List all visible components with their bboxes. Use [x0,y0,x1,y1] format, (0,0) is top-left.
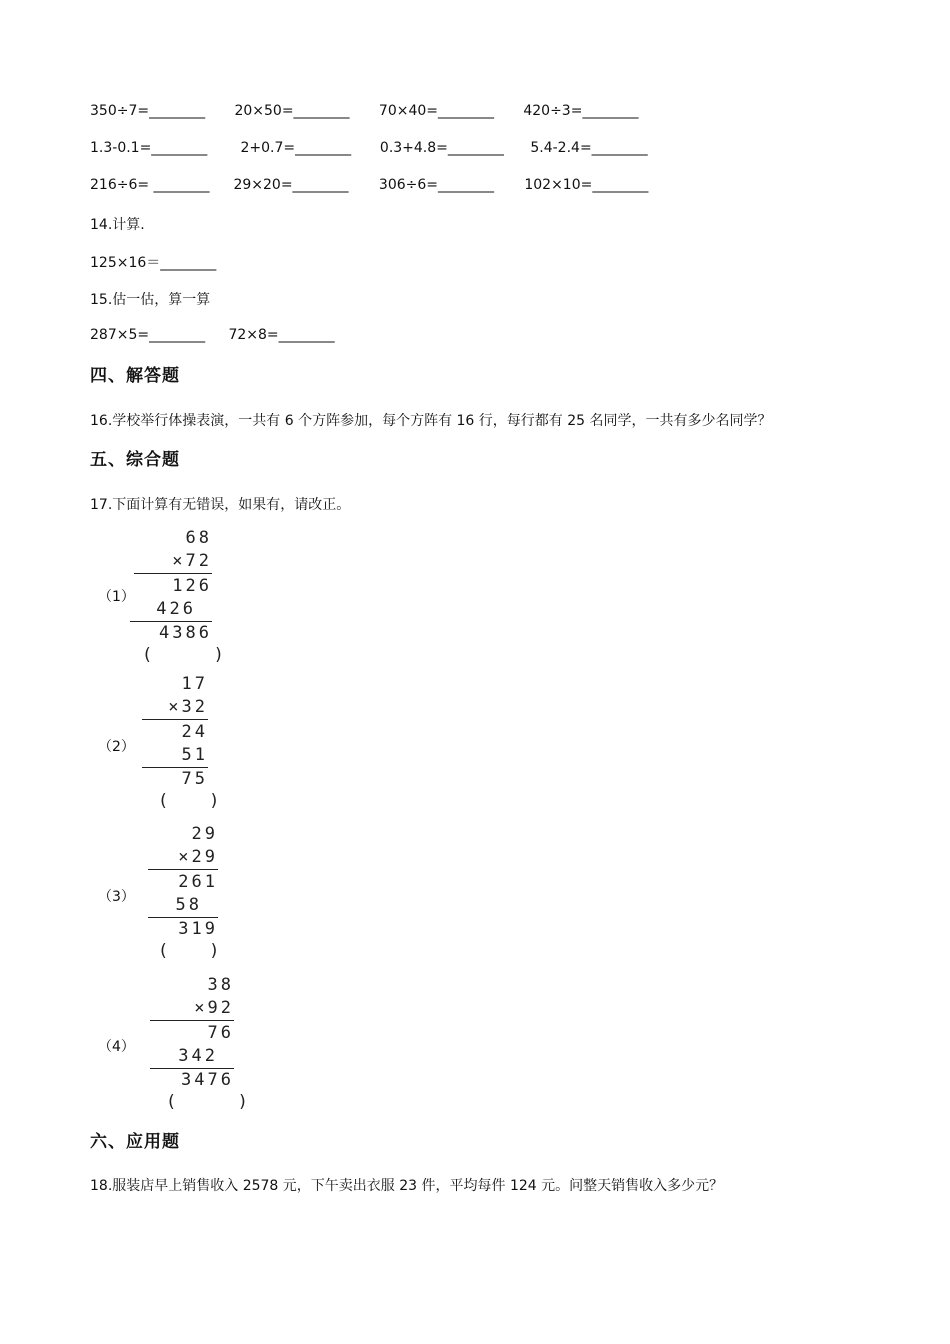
oral-item: 306÷6=________ [378,177,494,193]
calc-2-multiplier: ×32 [168,697,208,717]
q14-title: 14.计算. [90,217,145,233]
oral-item: 0.3+4.8=________ [379,140,504,156]
q15-items [90,327,335,343]
q15-title: 15.估一估，算一算 [90,292,211,308]
calc-1-line-1 [134,573,212,574]
calc-3-line-2 [148,917,218,918]
oral-item: 1.3-0.1=________ [90,140,208,156]
calc-3-partial-1: 261 [178,872,218,892]
section-6-heading: 六、应用题 [90,1132,180,1152]
oral-item: 5.4-2.4=________ [530,140,648,156]
calc-3 [146,824,218,964]
oral-item: 102×10=________ [524,177,649,193]
calc-2-answer-paren: ( ) [158,791,220,811]
oral-item: 216÷6= ________ [90,177,210,193]
calc-4-partial-1: 76 [207,1023,234,1043]
calc-1 [128,528,224,668]
calc-4-answer-paren: ( ) [166,1092,248,1112]
calc-3-line-1 [148,869,218,870]
q15-item: 287×5=________ [90,327,206,343]
q14-expr: 125×16＝________ [90,255,217,271]
oral-item: 350÷7=________ [90,103,206,119]
oral-item: 2+0.7=________ [240,140,352,156]
calc-4-partial-2: 342 [178,1046,218,1066]
calc-2 [140,674,220,814]
oral-item: 420÷3=________ [523,103,639,119]
section-4-heading: 四、解答题 [90,366,180,386]
calc-1-multiplicand: 68 [185,528,212,548]
oral-item: 70×40=________ [378,103,494,119]
calc-2-line-2 [142,767,208,768]
calc-2-line-1 [142,719,208,720]
oral-row-2 [90,140,648,156]
q18-text: 18.服装店早上销售收入 2578 元，下午卖出衣服 23 件，平均每件 124 元。问整天销售收入多少元？ [90,1178,724,1194]
calc-1-result: 4386 [159,623,212,643]
section-5-heading: 五、综合题 [90,450,180,470]
calc-4-multiplier: ×92 [194,998,234,1018]
calc-2-partial-1: 24 [181,722,208,742]
calc-1-label: （1） [98,589,135,605]
q16-text: 16.学校举行体操表演，一共有 6 个方阵参加，每个方阵有 16 行，每行都有 25 名同学，一共有多少名同学？ [90,413,772,429]
calc-3-label: （3） [98,889,135,905]
calc-3-multiplicand: 29 [191,824,218,844]
oral-item: 20×50=________ [234,103,350,119]
calc-1-partial-1: 126 [172,576,212,596]
calc-4-line-1 [150,1020,234,1021]
calc-1-partial-2: 426 [156,599,196,619]
calc-1-line-2 [130,621,212,622]
calc-3-result: 319 [178,919,218,939]
calc-2-label: （2） [98,739,135,755]
calc-4-result: 3476 [181,1070,234,1090]
calc-4 [148,975,248,1115]
calc-4-label: （4） [98,1039,135,1055]
calc-1-answer-paren: ( ) [142,645,224,665]
calc-2-partial-2: 51 [181,745,208,765]
calc-4-line-2 [150,1068,234,1069]
calc-3-answer-paren: ( ) [158,941,220,961]
q15-item: 72×8=________ [228,327,335,343]
oral-row-3 [90,177,648,193]
oral-row-1 [90,103,638,119]
calc-3-multiplier: ×29 [178,847,218,867]
calc-2-result: 75 [181,769,208,789]
calc-2-multiplicand: 17 [181,674,208,694]
calc-4-multiplicand: 38 [207,975,234,995]
oral-item: 29×20=________ [233,177,349,193]
calc-1-multiplier: ×72 [172,551,212,571]
q17-text: 17.下面计算有无错误，如果有，请改正。 [90,497,351,513]
calc-3-partial-2: 58 [175,895,202,915]
